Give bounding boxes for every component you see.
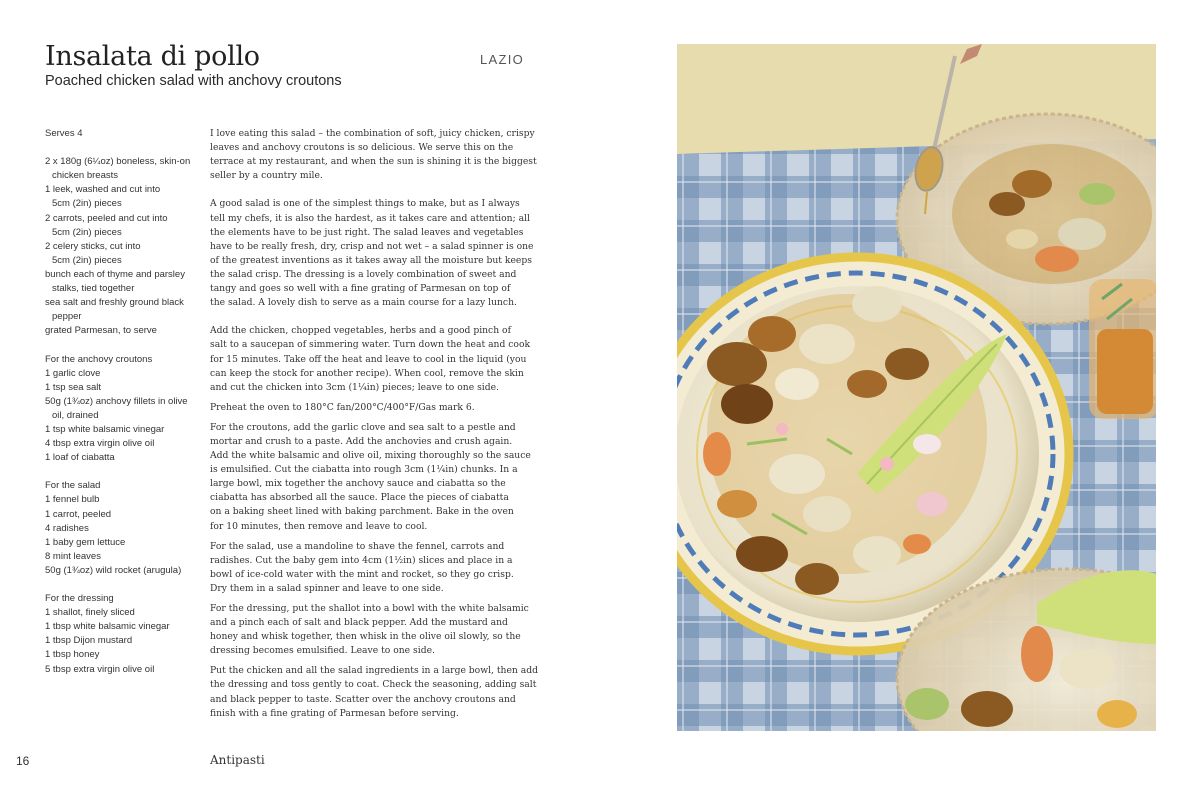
method-line: and cut the chicken into 3cm (1¼in) pieces; leave to one side. — [210, 381, 499, 393]
ingredient-line: 1 tbsp Dijon mustard — [45, 635, 133, 647]
ingredient-line: pepper — [52, 311, 82, 323]
method-line: ciabatta has absorbed all the sauce. Place the pieces of ciabatta — [210, 492, 509, 504]
running-head: Antipasti — [210, 753, 265, 767]
method-line: mortar and crush to a paste. Add the anchovies and crush again. — [210, 435, 513, 447]
paragraph-spacer — [45, 338, 205, 352]
ingredient-line: 8 mint leaves — [45, 550, 101, 562]
ingredient-line: 2 x 180g (6¼oz) boneless, skin-on — [45, 156, 191, 168]
ingredient-line: 5cm (2in) pieces — [52, 198, 122, 210]
method-line: and black pepper to taste. Scatter over the anchovy croutons and — [210, 693, 516, 705]
recipe-title: Insalata di pollo — [45, 41, 260, 72]
method-line: the salad. A lovely dish to serve as a main course for a lazy lunch. — [210, 297, 517, 309]
ingredient-line: For the salad — [45, 480, 101, 492]
ingredient-line: 50g (1¾oz) anchovy fillets in olive — [45, 395, 188, 407]
ingredient-line: 5cm (2in) pieces — [52, 226, 122, 238]
ingredient-line: oil, drained — [52, 409, 99, 421]
paragraph-spacer — [45, 578, 205, 592]
ingredients-list — [45, 127, 205, 677]
method-line: the dressing and toss gently to coat. Check the seasoning, adding salt — [210, 679, 537, 691]
method-line: tell my chefs, it is also the hardest, as it takes care and attention; all — [210, 212, 530, 224]
method-line: Dry them in a salad spinner and leave to one side. — [210, 582, 444, 594]
ingredient-line: 5 tbsp extra virgin olive oil — [45, 663, 155, 675]
dressing-glass — [1089, 279, 1156, 419]
ingredient-line: 1 leek, washed and cut into — [45, 184, 161, 196]
ingredient-line: grated Parmesan, to serve — [45, 325, 157, 337]
method-line: Add the white balsamic and olive oil, mixing thoroughly so the sauce — [210, 450, 531, 462]
method-line: can keep the stock for another recipe). When cool, remove the skin — [210, 367, 524, 379]
method-line: of the greatest inventions as it takes away all the moisture but keeps — [210, 254, 532, 266]
method-line: radishes. Cut the baby gem into 4cm (1½in) slices and place in a — [210, 554, 513, 566]
method-line: For the salad, use a mandoline to shave the fennel, carrots and — [210, 540, 505, 552]
recipe-subtitle: Poached chicken salad with anchovy croutons — [45, 73, 342, 89]
ingredient-line: sea salt and freshly ground black — [45, 297, 184, 309]
method-line: is emulsified. Cut the ciabatta into rough 3cm (1¼in) chunks. In a — [210, 464, 518, 476]
ingredient-line: 2 celery sticks, cut into — [45, 240, 141, 252]
ingredient-line: stalks, tied together — [52, 283, 135, 295]
ingredient-line: 1 carrot, peeled — [45, 508, 112, 520]
method-line: on a baking sheet lined with baking parchment. Bake in the oven — [210, 506, 514, 518]
ingredient-line: 2 carrots, peeled and cut into — [45, 212, 168, 224]
ingredient-line: 1 tsp sea salt — [45, 381, 101, 393]
salad-photo — [677, 44, 1156, 731]
ingredient-line: chicken breasts — [52, 170, 119, 182]
method-line: and a pinch each of salt and black pepper. Add the mustard and — [210, 617, 508, 629]
ingredient-line: 1 tsp white balsamic vinegar — [45, 423, 165, 435]
ingredient-line: Serves 4 — [45, 128, 83, 139]
method-line: have to be really fresh, dry, crisp and not wet – a salad spinner is one — [210, 240, 534, 252]
ingredient-line: For the anchovy croutons — [45, 353, 153, 365]
method-line: finish with a fine grating of Parmesan before serving. — [210, 707, 459, 719]
method-line: salt to a saucepan of simmering water. Turn down the heat and cook — [210, 339, 531, 351]
page-number: 16 — [16, 754, 30, 768]
method-line: large bowl, mix together the anchovy sauce and ciabatta so the — [210, 478, 506, 490]
method-line: I love eating this salad – the combination of soft, juicy chicken, crispy — [210, 128, 535, 139]
method-line: tangy and goes so well with a fine grating of Parmesan on top of — [210, 283, 511, 295]
method-line: the salad crisp. The dressing is a lovely combination of sweet and — [210, 268, 517, 280]
method-line: bowl of ice-cold water with the mint and rocket, so they go crisp. — [210, 568, 514, 580]
ingredient-line: 1 tbsp honey — [45, 649, 100, 661]
paragraph-spacer — [210, 310, 525, 324]
ingredient-line: 1 tbsp white balsamic vinegar — [45, 621, 170, 633]
paragraph-spacer — [45, 141, 205, 155]
method-line: honey and whisk together, then whisk in the olive oil slowly, so the — [210, 631, 521, 643]
method-line: leaves and anchovy croutons is so delicious. We serve this on the — [210, 142, 514, 154]
method-line: For the dressing, put the shallot into a bowl with the white balsamic — [210, 603, 529, 614]
method-line: for 15 minutes. Take off the heat and leave to cool in the liquid (you — [210, 353, 527, 365]
method-text — [210, 127, 538, 721]
ingredient-line: 1 loaf of ciabatta — [45, 452, 115, 464]
ingredient-line: 1 shallot, finely sliced — [45, 607, 135, 619]
method-line: dressing becomes emulsified. Leave to one side. — [210, 645, 435, 657]
method-line: the elements have to be just right. The salad leaves and vegetables — [210, 226, 524, 238]
ingredient-line: 50g (1¾oz) wild rocket (arugula) — [45, 564, 182, 576]
paragraph-spacer — [210, 183, 525, 197]
method-line: Preheat the oven to 180°C fan/200°C/400°F/Gas mark 6. — [210, 401, 475, 413]
ingredient-line: 1 fennel bulb — [45, 494, 100, 506]
ingredient-line: For the dressing — [45, 593, 114, 605]
method-line: terrace at my restaurant, and when the sun is shining it is the biggest — [210, 156, 537, 168]
paragraph-spacer — [45, 465, 205, 479]
ingredient-line: 4 radishes — [45, 522, 89, 534]
method-line: Put the chicken and all the salad ingredients in a large bowl, then add — [210, 665, 538, 677]
method-line: Add the chicken, chopped vegetables, herbs and a good pinch of — [210, 325, 511, 337]
method-line: for 10 minutes, then remove and leave to cool. — [210, 520, 428, 532]
method-line: For the croutons, add the garlic clove and sea salt to a pestle and — [210, 421, 516, 433]
ingredient-line: 1 garlic clove — [45, 367, 101, 379]
method-line: seller by a country mile. — [210, 170, 323, 182]
ingredient-line: 1 baby gem lettuce — [45, 536, 126, 548]
ingredient-line: 4 tbsp extra virgin olive oil — [45, 438, 155, 450]
ingredient-line: 5cm (2in) pieces — [52, 254, 122, 266]
method-line: A good salad is one of the simplest things to make, but as I always — [210, 198, 520, 210]
ingredient-line: bunch each of thyme and parsley — [45, 268, 185, 280]
region-label: LAZIO — [480, 52, 525, 67]
